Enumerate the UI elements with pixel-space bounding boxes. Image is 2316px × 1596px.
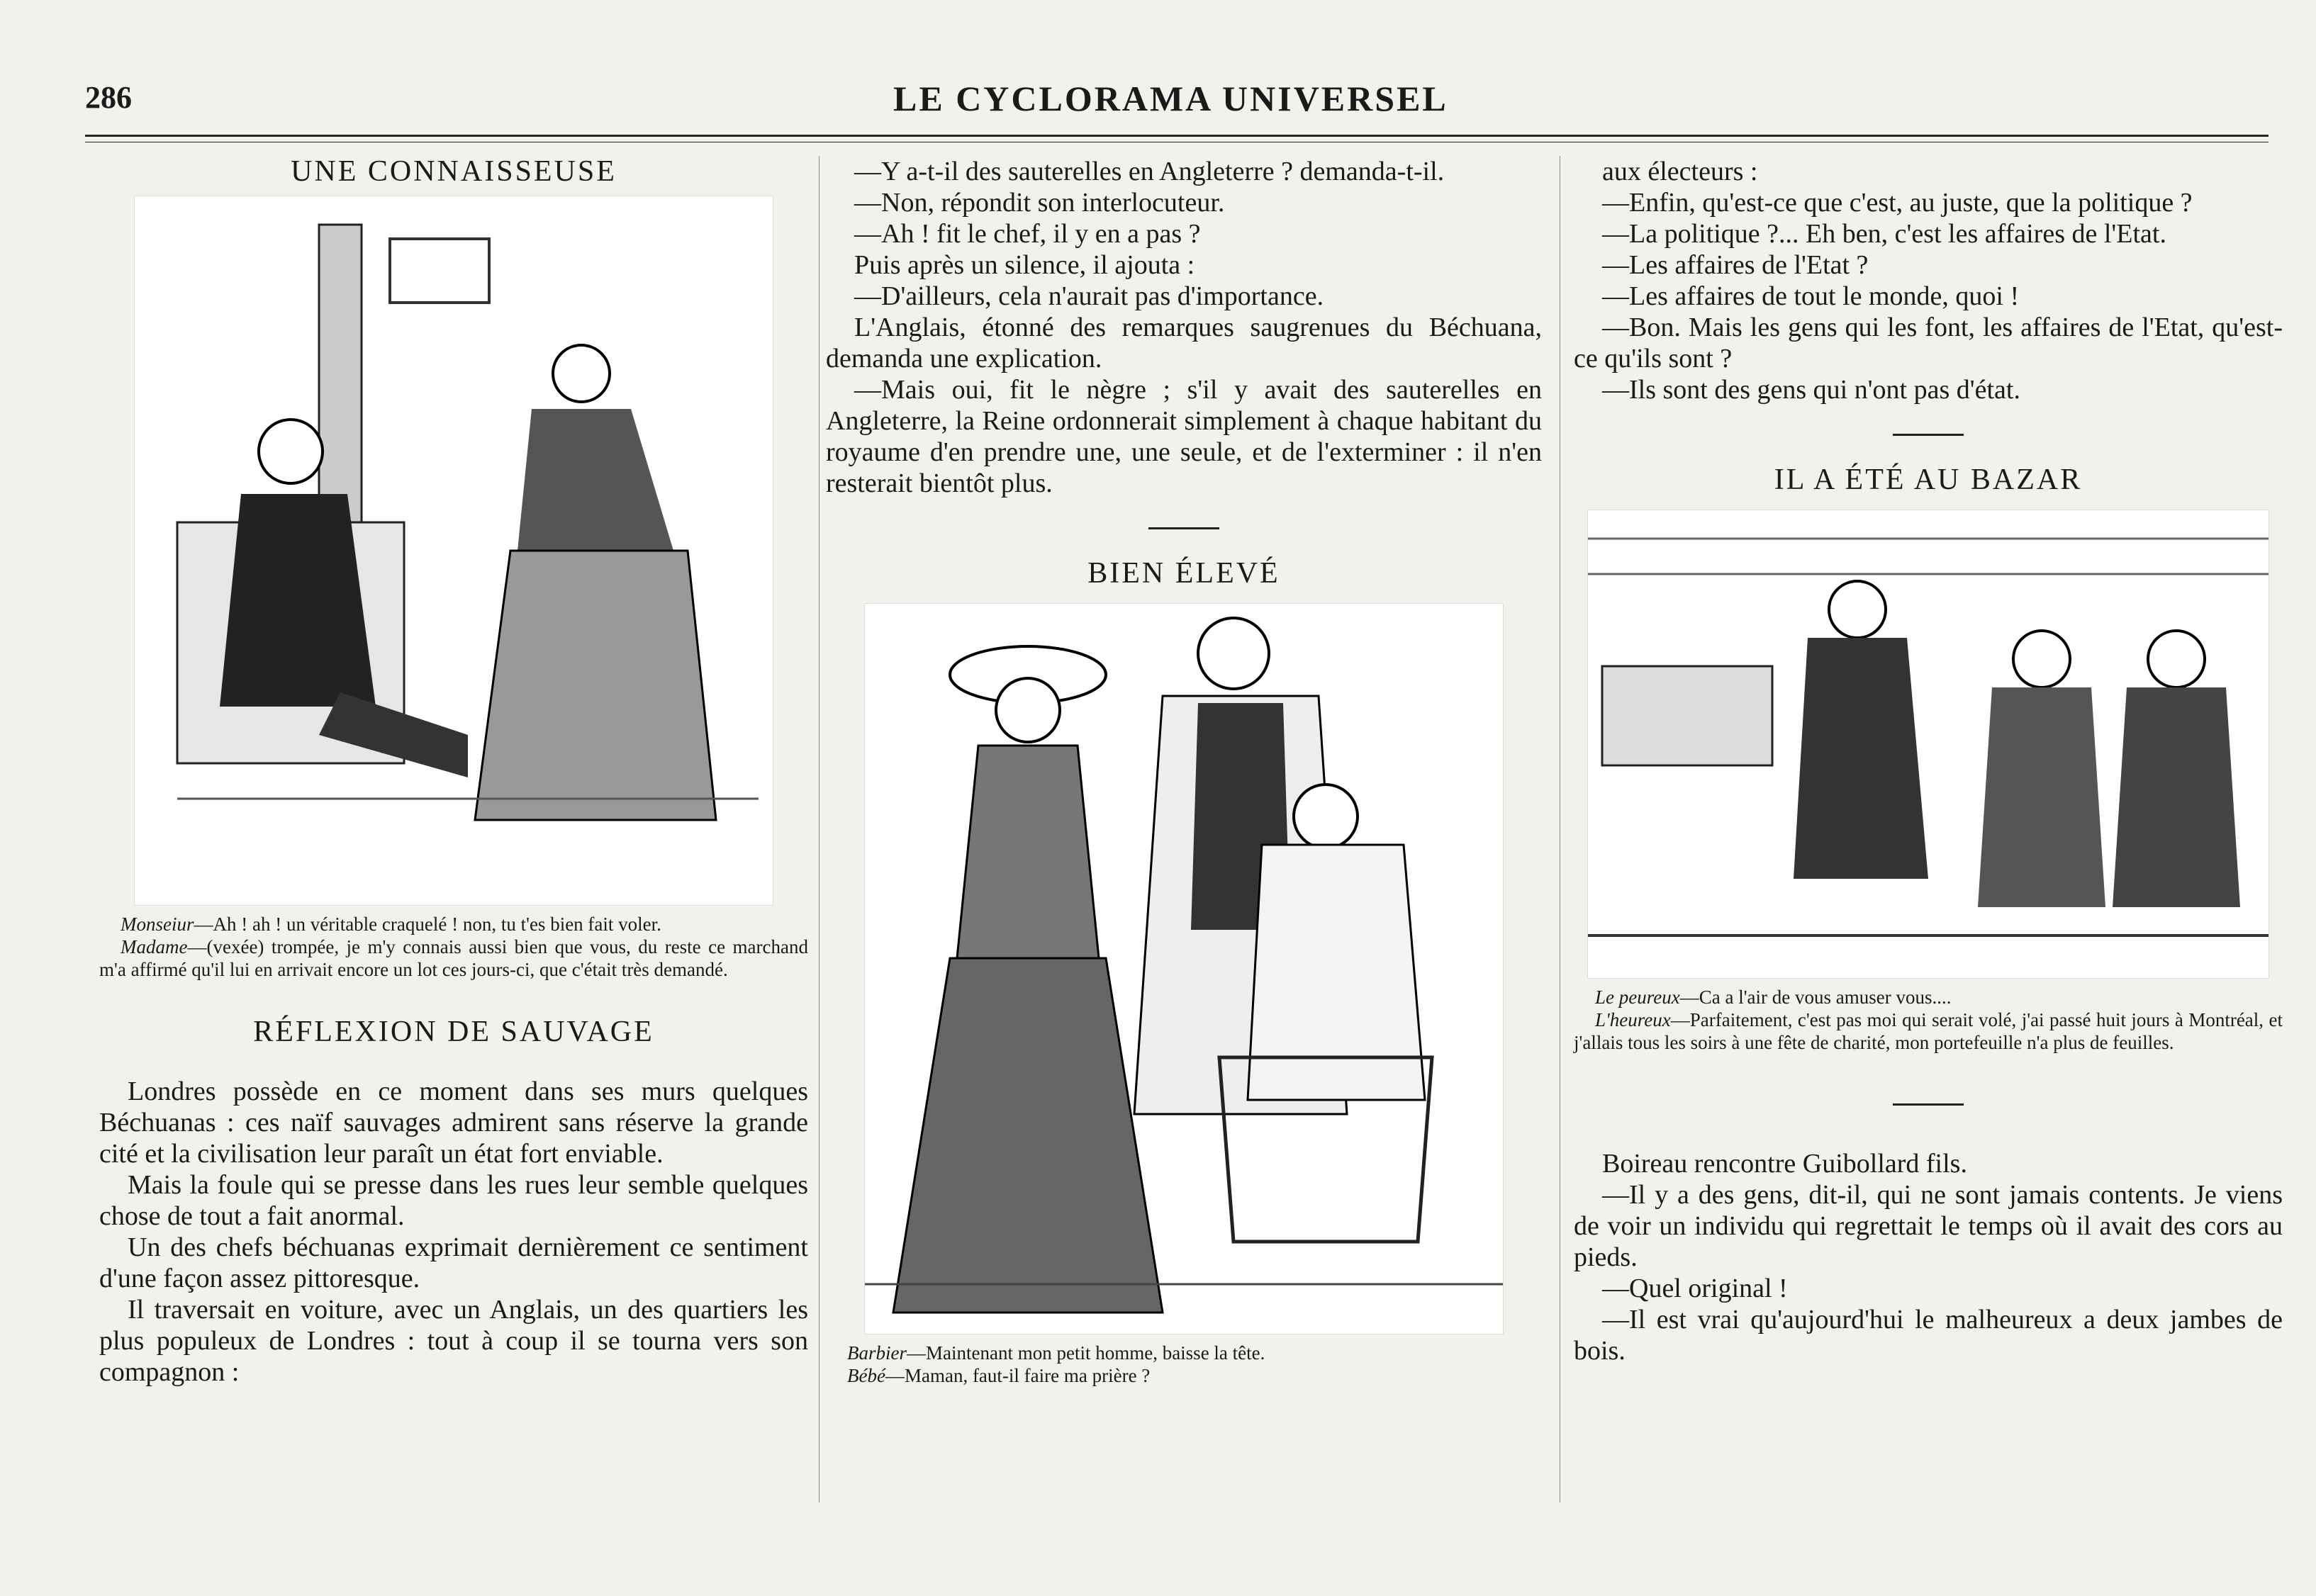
illustration-bien-eleve <box>864 603 1504 1334</box>
caption-line: —Maintenant mon petit homme, baisse la tête. <box>907 1342 1265 1364</box>
paragraph: —Quel original ! <box>1602 1274 1788 1303</box>
page-number: 286 <box>85 80 132 115</box>
paragraph: Puis après un silence, il ajouta : <box>854 250 1195 280</box>
paragraph: Mais la foule qui se presse dans les rues leur semble quelques chose de tout a fait anormal. <box>99 1170 808 1231</box>
article-title-reflexion: RÉFLEXION DE SAUVAGE <box>253 1016 654 1048</box>
caption-line: —(vexée) trompée, je m'y connais aussi bien que vous, du reste ce marchand m'a affirmé qu'il lui en arrivait encore un lot ces jours-ci, que c'était très demandé. <box>99 936 808 980</box>
paragraph: Boireau rencontre Guibollard fils. <box>1602 1149 1967 1179</box>
section-separator <box>1893 434 1964 436</box>
paragraph: aux électeurs : <box>1602 157 1758 186</box>
paragraph: —Les affaires de l'Etat ? <box>1602 250 1869 280</box>
paragraph: —Il y a des gens, dit-il, qui ne sont jamais contents. Je viens de voir un individu qui regrettait le temps où il avait des cors au pieds. <box>1574 1180 2283 1272</box>
caption-speaker: Bébé <box>847 1365 885 1386</box>
paragraph: —La politique ?... Eh ben, c'est les affaires de l'Etat. <box>1602 219 2166 249</box>
caption-speaker: L'heureux <box>1595 1009 1671 1030</box>
masthead: LE CYCLORAMA UNIVERSEL <box>893 79 1448 118</box>
paragraph: —Non, répondit son interlocuteur. <box>854 188 1225 218</box>
caption-line: —Parfaitement, c'est pas moi qui serait volé, j'ai passé huit jours à Montréal, et j'allais tous les soirs à une fête de charité, mon portefeuille n'a plus de feuilles. <box>1574 1009 2283 1053</box>
paragraph: —D'ailleurs, cela n'aurait pas d'importance. <box>854 281 1324 311</box>
paragraph: —Mais oui, fit le nègre ; s'il y avait des sauterelles en Angleterre, la Reine ordonnerait simplement à chaque habitant du royaume d'en prendre une, une seule, et de l'exterminer : il n'en resterait bientôt plus. <box>826 375 1542 498</box>
paragraph: Un des chefs béchuanas exprimait dernièrement ce sentiment d'une façon assez pittoresque. <box>99 1232 808 1293</box>
paragraph: —Y a-t-il des sauterelles en Angleterre ? demanda-t-il. <box>854 157 1445 186</box>
caption-speaker: Madame <box>121 936 188 957</box>
caption-line: —Maman, faut-il faire ma prière ? <box>885 1365 1151 1386</box>
section-separator <box>1893 1103 1964 1106</box>
bazar-drawing <box>1588 510 2269 978</box>
caption-bazar <box>1574 986 2283 1054</box>
column-3 <box>1574 156 2283 1366</box>
caption-speaker: Monseiur <box>121 914 194 935</box>
caption-line: —Ah ! ah ! un véritable craquelé ! non, tu t'es bien fait voler. <box>194 914 661 935</box>
paragraph: —Bon. Mais les gens qui les font, les affaires de l'Etat, qu'est-ce qu'ils sont ? <box>1574 313 2283 373</box>
article-title-bazar: IL A ÉTÉ AU BAZAR <box>1774 463 2083 496</box>
paragraph: Il traversait en voiture, avec un Anglais, un des quartiers les plus populeux de Londres : tout à coup il se tourna vers son compagnon : <box>99 1295 808 1387</box>
column-2 <box>826 156 1542 1387</box>
article-title-connaisseuse: UNE CONNAISSEUSE <box>291 155 617 188</box>
connaisseuse-drawing <box>135 196 773 905</box>
illustration-bazar <box>1587 510 2269 979</box>
bien-eleve-drawing <box>865 604 1503 1334</box>
article-title-bien-eleve: BIEN ÉLEVÉ <box>1087 557 1280 590</box>
paragraph: —Ah ! fit le chef, il y en a pas ? <box>854 219 1201 249</box>
caption-speaker: Le peureux <box>1595 987 1680 1008</box>
header-rule <box>85 135 2269 137</box>
column-1 <box>99 156 808 1388</box>
caption-bien-eleve <box>826 1342 1542 1387</box>
paragraph: —Ils sont des gens qui n'ont pas d'état. <box>1602 375 2020 405</box>
caption-speaker: Barbier <box>847 1342 907 1364</box>
paragraph: —Il est vrai qu'aujourd'hui le malheureux a deux jambes de bois. <box>1574 1305 2283 1366</box>
caption-line: —Ca a l'air de vous amuser vous.... <box>1679 987 1952 1008</box>
caption-connaisseuse <box>99 913 808 981</box>
paragraph: Londres possède en ce moment dans ses murs quelques Béchuanas : ces naïf sauvages admirent sans réserve la grande cité et la civilisation leur paraît un état fort enviable. <box>99 1077 808 1169</box>
section-separator <box>1148 527 1219 529</box>
paragraph: L'Anglais, étonné des remarques saugrenues du Béchuana, demanda une explication. <box>826 313 1542 373</box>
illustration-connaisseuse <box>134 196 773 906</box>
paragraph: —Les affaires de tout le monde, quoi ! <box>1602 281 2020 311</box>
paragraph: —Enfin, qu'est-ce que c'est, au juste, que la politique ? <box>1602 188 2193 218</box>
